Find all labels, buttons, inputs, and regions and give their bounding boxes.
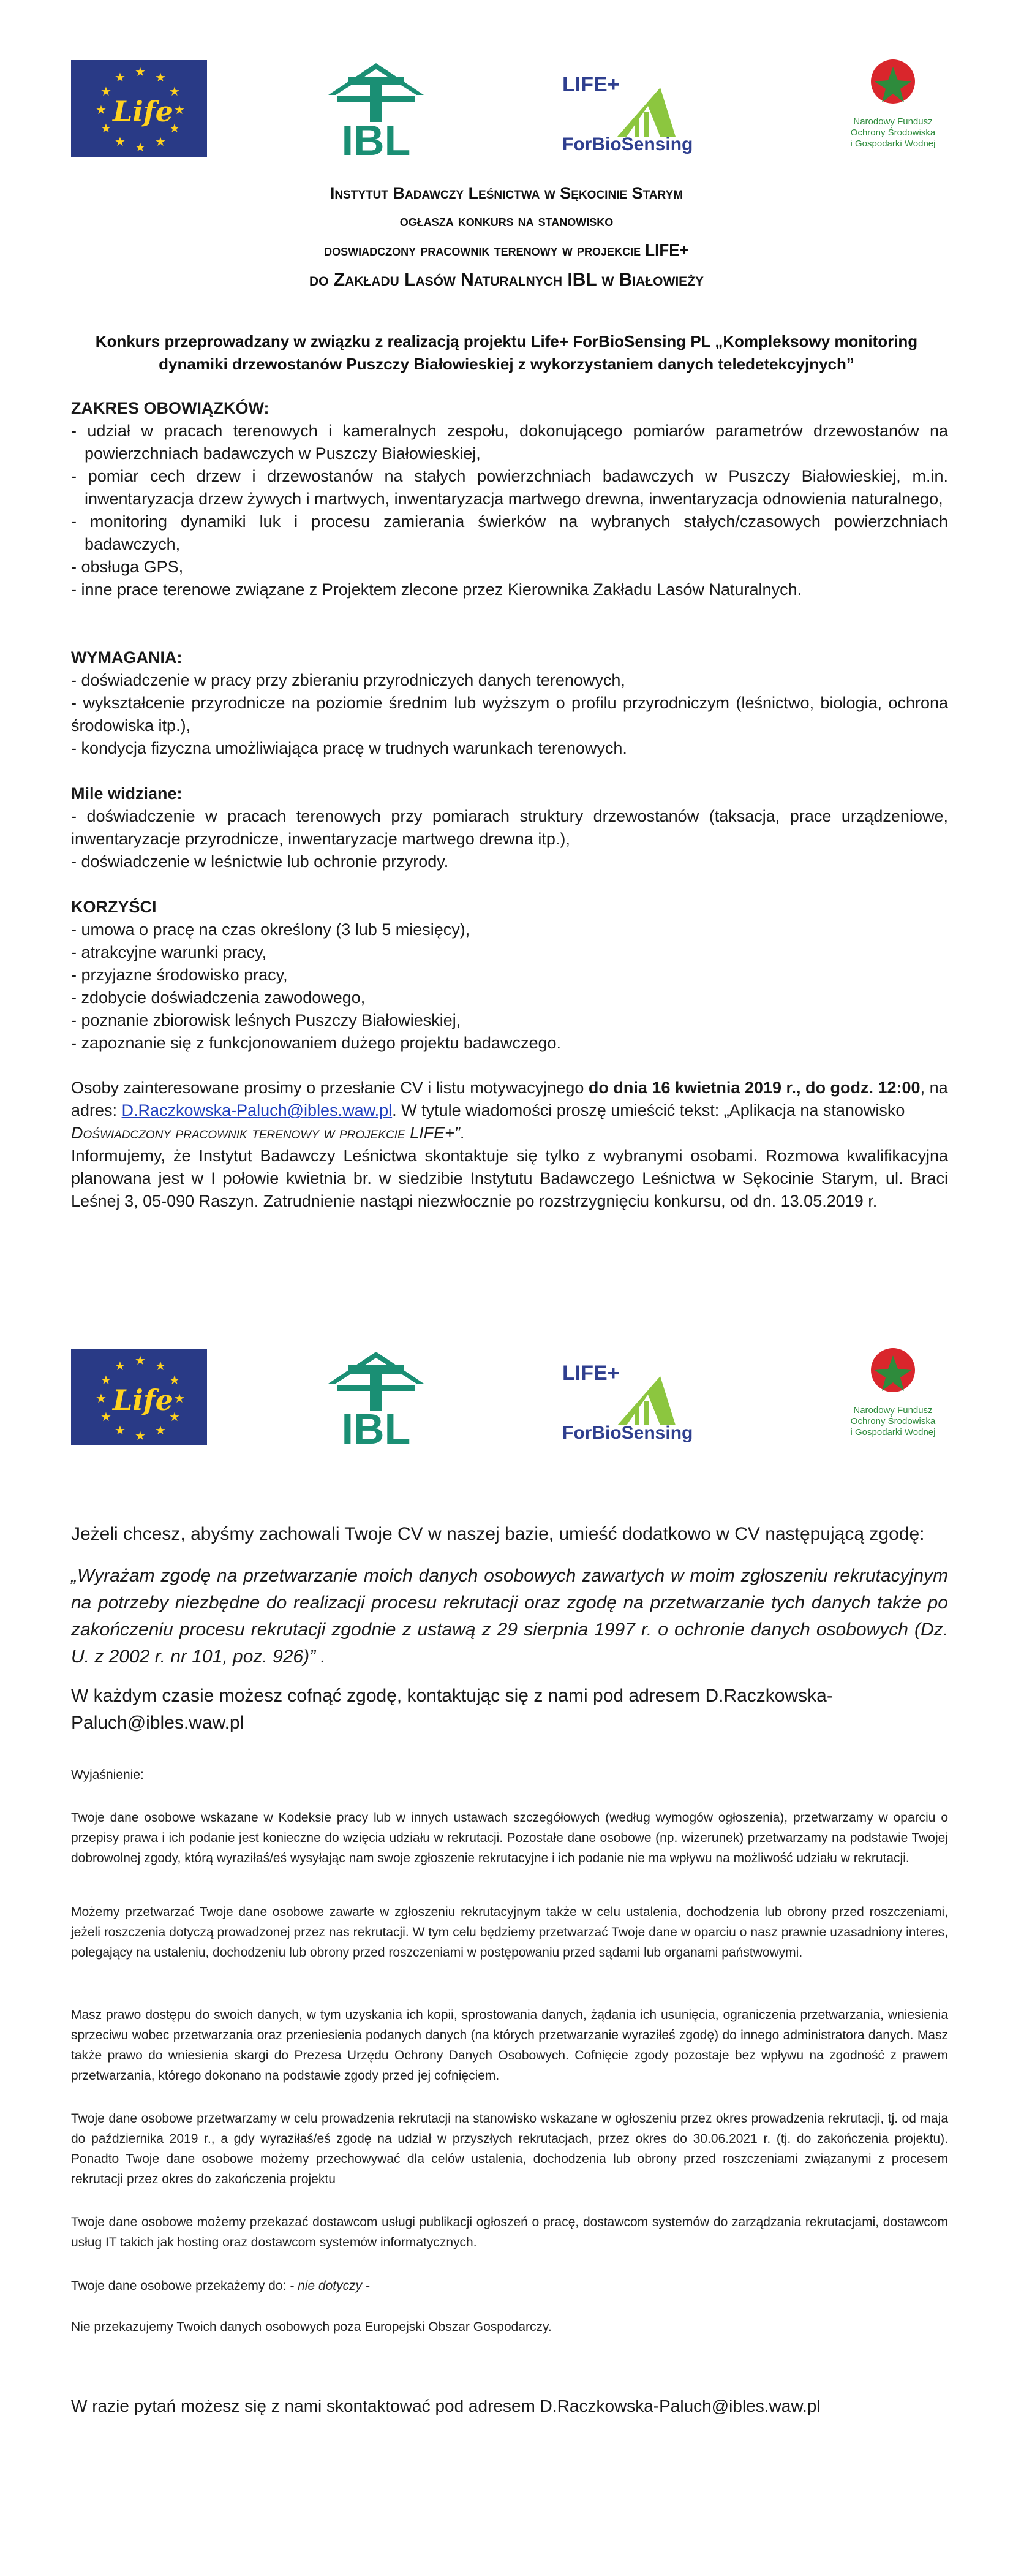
institute-title: Instytut Badawczy Leśnictwa w Sękocinie Starym: [330, 184, 683, 202]
svg-text:★: ★: [155, 70, 166, 85]
nfos-line3: i Gospodarki Wodnej: [850, 138, 936, 149]
svg-text:★: ★: [174, 102, 185, 117]
nice-item: - doświadczenie w leśnictwie lub ochronie przyrody.: [71, 852, 449, 871]
duty-item: - monitoring dynamiki luk i procesu zamierania świerków na wybranych stałych/czasowych powierzchniach badawczych,: [71, 512, 948, 553]
svg-text:★: ★: [169, 121, 180, 135]
svg-text:★: ★: [169, 1373, 180, 1387]
application-section: [71, 1077, 948, 1213]
application-instructions: [71, 1077, 948, 1145]
nfosigw-logo: [844, 1347, 942, 1448]
svg-text:★: ★: [135, 1428, 146, 1443]
eea-note: Nie przekazujemy Twoich danych osobowych poza Europejski Obszar Gospodarczy.: [71, 2320, 552, 2334]
data-transfer-text: Twoje dane osobowe przekażemy do:: [71, 2279, 290, 2293]
svg-text:★: ★: [96, 102, 107, 117]
eu-life-logo: [71, 60, 207, 157]
forbiosensing-logo: [562, 69, 693, 155]
requirements-heading: WYMAGANIA:: [71, 648, 183, 667]
svg-text:Life: Life: [113, 95, 173, 128]
consent-withdraw: W każdym czasie możesz cofnąć zgodę, kontaktując się z nami pod adresem D.Raczkowska-Paluch@ibles.waw.pl: [71, 1686, 833, 1733]
svg-text:★: ★: [115, 134, 126, 149]
announce-line: ogłasza konkurs na stanowisko: [399, 213, 614, 230]
apply-text: Osoby zainteresowane prosimy o przesłanie CV i listu motywacyjnego: [71, 1078, 589, 1097]
nice-heading: Mile widziane:: [71, 784, 183, 803]
explanation-heading: Wyjaśnienie:: [71, 1768, 144, 1782]
benefit-item: - poznanie zbiorowisk leśnych Puszczy Białowieskiej,: [71, 1011, 461, 1029]
ibl-logo-text: IBL: [341, 1405, 411, 1453]
svg-text:★: ★: [169, 84, 180, 99]
svg-text:★: ★: [100, 84, 111, 99]
apply-deadline: do dnia 16 kwietnia 2019 r., do godz. 12:00: [588, 1078, 921, 1097]
footer-contact: W razie pytań możesz się z nami skontaktować pod adresem D.Raczkowska-Paluch@ibles.waw.pl: [71, 2396, 821, 2415]
ibl-logo: [323, 58, 429, 162]
svg-text:★: ★: [100, 121, 111, 135]
logo-row-bottom: [0, 1347, 1013, 1451]
duty-item: - udział w pracach terenowych i kameralnych zespołu, dokonującego pomiarów parametrów drzewostanów na powierzchniach badawczych w Puszczy Białowieskiej,: [71, 422, 948, 463]
eu-life-logo: [71, 1349, 207, 1445]
email-link[interactable]: D.Raczkowska-Paluch@ibles.waw.pl: [121, 1101, 393, 1119]
svg-text:★: ★: [169, 1409, 180, 1424]
nice-item: - doświadczenie w pracach terenowych przy pomiarach struktury drzewostanów (taksacja, prace urządzeniowe, inwentaryzacje przyrodnicze, inwentaryzacje martwego drewna itp.),: [71, 807, 948, 848]
forbiosensing-logo: [562, 1358, 693, 1444]
svg-text:★: ★: [155, 1358, 166, 1373]
requirement-item: - doświadczenie w pracy przy zbieraniu przyrodniczych danych terenowych,: [71, 671, 625, 689]
nfosigw-logo: [844, 58, 942, 159]
forbio-line1: LIFE+: [562, 73, 620, 96]
apply-text: , na adres:: [71, 1078, 948, 1119]
consent-quote: „Wyrażam zgodę na przetwarzanie moich danych osobowych zawartych w moim zgłoszeniu rekrutacyjnym na potrzeby niezbędne do realizacji procesu rekrutacji oraz zgodę na przetwarzanie tych danych także po zakończeniu procesu rekrutacji zgodnie z ustawą z 29 sierpnia 1997 r. o ochronie danych osobowych (Dz. U. z 2002 r. nr 101, poz. 926)” .: [71, 1566, 948, 1667]
apply-position-title: Doświadczony pracownik terenowy w projekcie LIFE+”: [71, 1124, 460, 1142]
explanation-paragraph: Masz prawo dostępu do swoich danych, w tym uzyskania ich kopii, sprostowania danych, żądania ich usunięcia, ograniczenia przetwarzania, wniesienia sprzeciwu wobec przetwarzania oraz przeniesienia podanych danych (na których przetwarzanie wyraziłeś zgodę) do innego administratora danych. Masz także prawo do wniesienia skargi do Prezesa Urzędu Ochrony Danych Osobowych. Cofnięcie zgody pozostaje bez wpływu na zgodność z prawem przetwarzania, którego dokonano na podstawie zgody przed jej cofnięciem.: [71, 2008, 948, 2083]
data-transfer-note: [71, 2276, 948, 2296]
svg-text:★: ★: [135, 140, 146, 154]
svg-text:★: ★: [135, 64, 146, 79]
duty-item: - obsługa GPS,: [71, 558, 184, 576]
nfos-line3: i Gospodarki Wodnej: [850, 1427, 936, 1438]
apply-text: .: [459, 1124, 465, 1142]
benefit-item: - zdobycie doświadczenia zawodowego,: [71, 988, 366, 1007]
svg-text:★: ★: [155, 134, 166, 149]
project-intro-line2: dynamiki drzewostanów Puszczy Białowieskiej z wykorzystaniem danych teledetekcyjnych”: [159, 355, 854, 373]
forbio-line2: ForBioSensing: [562, 1423, 693, 1443]
consent-intro: Jeżeli chcesz, abyśmy zachowali Twoje CV w naszej bazie, umieść dodatkowo w CV następującą zgodę:: [71, 1524, 925, 1544]
nfos-line1: Narodowy Fundusz: [853, 116, 933, 127]
nfos-line1: Narodowy Fundusz: [853, 1405, 933, 1415]
svg-text:★: ★: [96, 1391, 107, 1406]
forbio-line1: LIFE+: [562, 1362, 620, 1385]
duty-item: - inne prace terenowe związane z Projektem zlecone przez Kierownika Zakładu Lasów Naturalnych.: [71, 580, 802, 599]
svg-text:★: ★: [100, 1373, 111, 1387]
benefit-item: - zapoznanie się z funkcjonowaniem dużego projektu badawczego.: [71, 1034, 561, 1052]
benefits-heading: KORZYŚCI: [71, 898, 157, 916]
benefits-section: [71, 896, 948, 1055]
svg-text:Life: Life: [113, 1384, 173, 1417]
requirements-section: [71, 646, 948, 760]
project-intro: [0, 330, 1013, 376]
apply-text: . W tytule wiadomości proszę umieścić tekst: „Aplikacja na stanowisko: [392, 1101, 905, 1119]
benefit-item: - przyjazne środowisko pracy,: [71, 966, 288, 984]
duties-heading: ZAKRES OBOWIĄZKÓW:: [71, 399, 269, 417]
duty-item: - pomiar cech drzew i drzewostanów na stałych powierzchniach badawczych w Puszczy Białowieskiej, m.in. inwentaryzacja drzew żywych i martwych, inwentaryzacja martwego drewna, inwentaryzacja odnowienia naturalnego,: [71, 467, 948, 508]
svg-text:★: ★: [115, 70, 126, 85]
explanation-paragraph: Twoje dane osobowe możemy przekazać dostawcom usługi publikacji ogłoszeń o pracę, dostawcom systemów do zarządzania rekrutacjami, dostawcom usług IT takich jak hosting oraz dostawcom systemów informatycznych.: [71, 2215, 948, 2249]
forbio-line2: ForBioSensing: [562, 134, 693, 154]
nfos-line2: Ochrony Środowiska: [850, 127, 936, 138]
project-intro-line1: Konkurs przeprowadzany w związku z realizacją projektu Life+ ForBioSensing PL „Kompleksowy monitoring: [95, 332, 918, 350]
svg-text:★: ★: [115, 1423, 126, 1438]
svg-text:★: ★: [100, 1409, 111, 1424]
duties-section: [71, 397, 948, 601]
ibl-logo-text: IBL: [341, 116, 411, 164]
explanation-paragraph: Możemy przetwarzać Twoje dane osobowe zawarte w zgłoszeniu rekrutacyjnym także w celu ustalenia, dochodzenia lub obrony przed roszczeniami, jeżeli roszczenia dotyczą prowadzonej przez nas rekrutacji. W tym celu będziemy przetwarzać Twoje dane w oparciu o nasz prawnie uzasadniony interes, polegający na ustaleniu, dochodzeniu lub obrony przed roszczeniami w postępowaniu przed sądami lub organami państwowymi.: [71, 1905, 948, 1960]
svg-text:★: ★: [155, 1423, 166, 1438]
ibl-logo: [323, 1347, 429, 1451]
position-title: doswiadczony pracownik terenowy w projekcie LIFE+: [324, 241, 689, 259]
explanation-paragraph: Twoje dane osobowe wskazane w Kodeksie pracy lub w innych ustawach szczegółowych (według wymogów ogłoszenia), przetwarzamy w oparciu o przepisy prawa i ich podanie jest konieczne do wzięcia udziału w rekrutacji. Pozostałe dane osobowe (np. wizerunek) przetwarzamy na podstawie Twojej dobrowolnej zgody, którą wyraziłaś/eś wysyłając nam swoje zgłoszenie rekrutacyjne i ich podanie nie ma wpływu na możliwość udziału w rekrutacji.: [71, 1811, 948, 1865]
benefit-item: - atrakcyjne warunki pracy,: [71, 943, 267, 961]
explanation-paragraph: Twoje dane osobowe przetwarzamy w celu prowadzenia rekrutacji na stanowisko wskazane w ogłoszeniu przez okres prowadzenia rekrutacji, tj. od maja do października 2019 r., a gdy wyraziłaś/eś zgodę na udział w przyszłych rekrutacjach, przez okres do 30.06.2021 r. (tj. do zakończenia projektu). Ponadto Twoje dane osobowe możemy przechowywać dla celów ustalenia, dochodzenia lub obrony przed roszczeniami związanymi z procesem rekrutacji przez okres do zakończenia projektu: [71, 2112, 948, 2186]
requirement-item: - kondycja fizyczna umożliwiająca pracę w trudnych warunkach terenowych.: [71, 739, 627, 757]
requirement-item: - wykształcenie przyrodnicze na poziomie średnim lub wyższym o profilu przyrodniczym (leśnictwo, biologia, ochrona środowiska itp.),: [71, 694, 948, 735]
svg-text:★: ★: [174, 1391, 185, 1406]
department-title: do Zakładu Lasów Naturalnych IBL w Białowieży: [309, 270, 704, 290]
nfos-line2: Ochrony Środowiska: [850, 1416, 936, 1426]
recruitment-info: Informujemy, że Instytut Badawczy Leśnictwa skontaktuje się tylko z wybranymi osobami. Rozmowa kwalifikacyjna planowana jest w I połowie kwietnia br. w siedzibie Instytutu Badawczego Leśnictwa w Sękocinie Starym, ul. Braci Leśnej 3, 05-090 Raszyn. Zatrudnienie nastąpi niezwłocznie po rozstrzygnięciu konkursu, od dn. 13.05.2019 r.: [71, 1146, 948, 1210]
logo-row-top: [0, 58, 1013, 162]
benefit-item: - umowa o pracę na czas określony (3 lub 5 miesięcy),: [71, 920, 470, 939]
svg-text:★: ★: [115, 1358, 126, 1373]
data-transfer-value: - nie dotyczy -: [290, 2279, 370, 2293]
nice-to-have-section: [71, 782, 948, 873]
svg-text:★: ★: [135, 1353, 146, 1368]
